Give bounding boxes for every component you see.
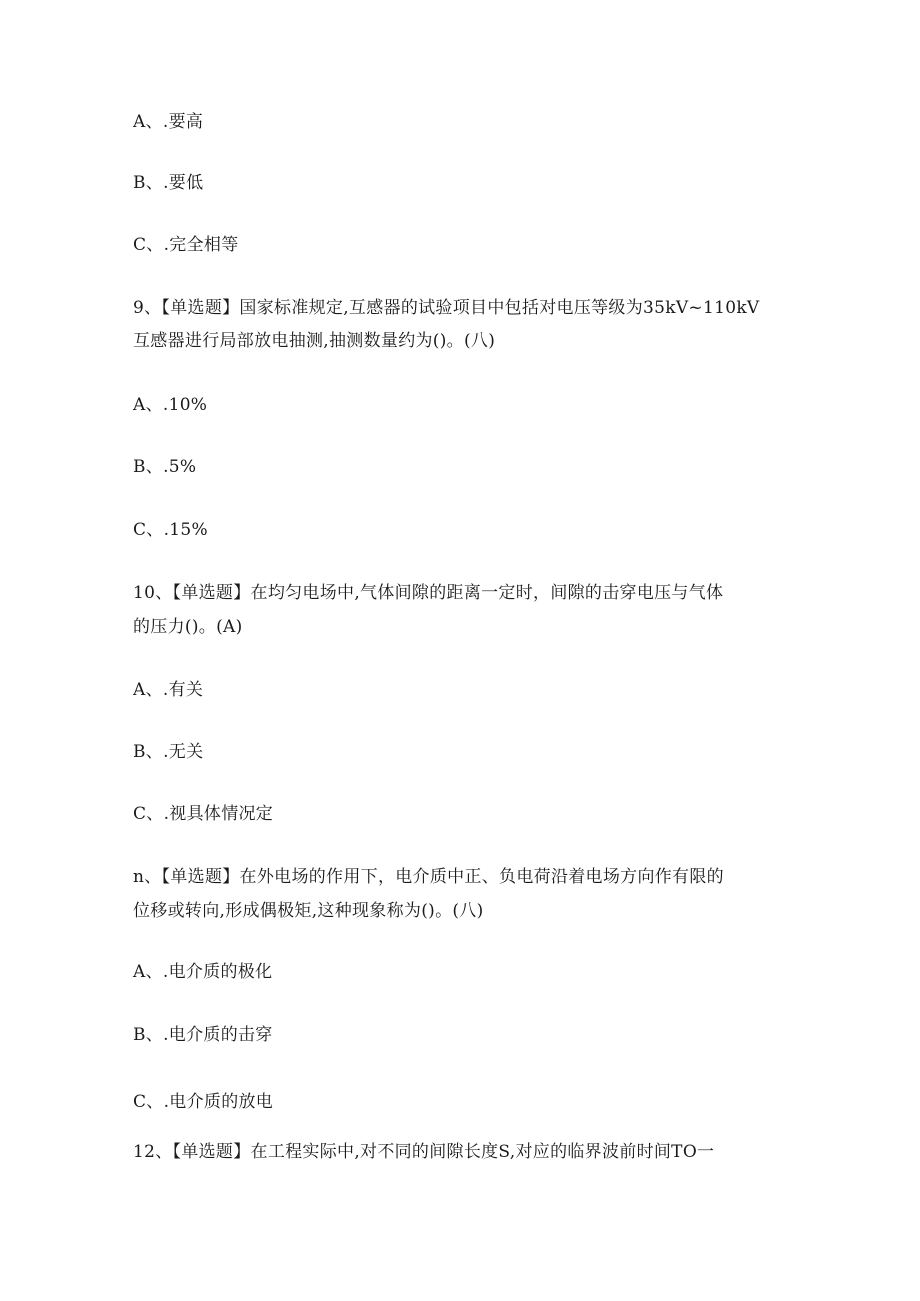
question-9-line-1: 9、【单选题】国家标准规定,互感器的试验项目中包括对电压等级为35kV~110kV	[133, 298, 760, 318]
option-c-q11: C、.电介质的放电	[133, 1092, 274, 1112]
question-9-line-2: 互感器进行局部放电抽测,抽测数量约为()。(八)	[133, 331, 496, 351]
question-10-line-2: 的压力()。(A)	[133, 617, 243, 637]
question-10-line-1: 10、【单选题】在均匀电场中,气体间隙的距离一定时，间隙的击穿电压与气体	[133, 583, 724, 603]
option-b-q10: B、.无关	[133, 742, 204, 762]
question-11-line-1: n、【单选题】在外电场的作用下，电介质中正、负电荷沿着电场方向作有限的	[133, 867, 724, 887]
option-b-q11: B、.电介质的击穿	[133, 1025, 273, 1045]
option-b-q8: B、.要低	[133, 173, 204, 193]
option-a-q9: A、.10%	[133, 395, 208, 415]
option-c-q10: C、.视具体情况定	[133, 804, 274, 824]
option-c-q8: C、.完全相等	[133, 235, 239, 255]
question-11-line-2: 位移或转向,形成偶极矩,这种现象称为()。(八)	[133, 901, 484, 921]
option-a-q8: A、.要高	[133, 112, 204, 132]
option-b-q9: B、.5%	[133, 457, 197, 477]
option-a-q10: A、.有关	[133, 680, 204, 700]
question-12-line-1: 12、【单选题】在工程实际中,对不同的间隙长度S,对应的临界波前时间TO一	[133, 1142, 715, 1162]
option-a-q11: A、.电介质的极化	[133, 962, 273, 982]
option-c-q9: C、.15%	[133, 520, 208, 540]
